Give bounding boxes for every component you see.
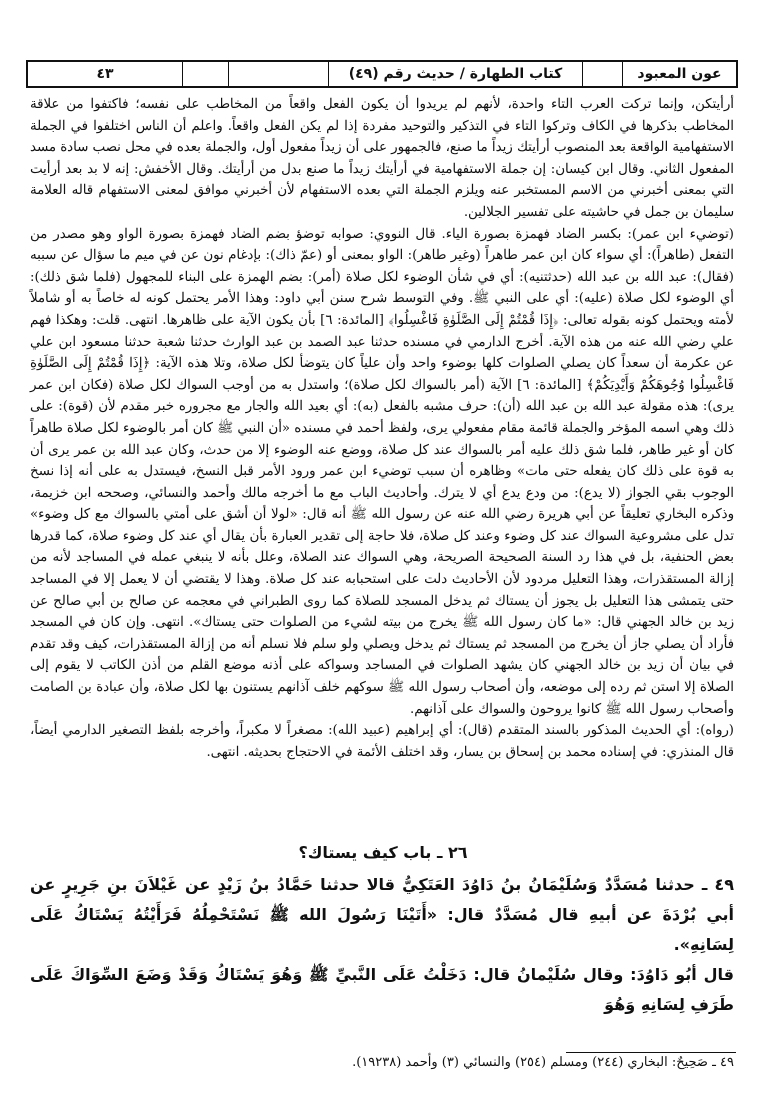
- chapter-heading: ٢٦ ـ باب كيف يستاك؟: [298, 843, 468, 862]
- footnote: ٤٩ ـ صَحِيحٌ: البخاري (٢٤٤) ومسلم (٢٥٤) والنسائي (٣) وأحمد (١٩٢٣٨).: [352, 1055, 734, 1070]
- paragraph: (توضيء ابن عمر): بكسر الضاد فهمزة بصورة الياء. قال النووي: صوابه توضؤ بضم الضاد فهمزة بصورة الواو وهو مصدر من التفعل (طاهراً): أي سواء كان ابن عمر طاهراً (وغير طاهر): الواو بمعنى أو (عمّ ذاك): بإدغام نون عن في ميم ما سؤال عن سببه (فقال): عبد الله بن عبد الله (حدثتنيه): أي في شأن الوضوء لكل صلاة (أمر): بضم الهمزة على البناء للمجهول (فلما شق ذلك): أي الوضوء لكل صلاة (عليه): أي على النبي ﷺ. وفي التوسط شرح سنن أبي داود: وهذا الأمر يحتمل كونه له خاصاً به أو شاملاً لأمته ويحتمل كونه بقوله تعالى: ﴿إِذَا قُمْتُمْ إِلَى الصَّلَوٰةِ فَاغْسِلُوا﴾ [المائدة: ٦] بأن يكون الآية على ظاهرها. انتهى. قلت: وهكذا فهم علي رضي الله عنه من هذه الآية. أخرج الدارمي في مسنده حدثنا عبد الصمد بن عبد الوارث حدثنا شعبة حدثنا مسعود ابن علي عن عكرمة أن سعداً كان يصلي الصلوات كلها بوضوء واحد وأن علياً كان يتوضأ لكل صلاة، وتلا هذه الآية: ﴿إِذَا قُمْتُمْ إِلَى الصَّلَوٰةِ فَاغْسِلُوا وُجُوهَكُمْ وَأَيْدِيَكُمْ﴾ [المائدة: ٦] الآية (أمر بالسواك لكل صلاة)؛ واستدل به من أوجب السواك لكل صلاة (فكان ابن عمر يرى): هذه مقولة عبد الله بن عبد الله (أن): حرف مشبه بالفعل (به): أي بعيد الله والجار مع مجروره خبر مقدم لأن (قوة): على ذلك وهي اسمه المؤخر والجملة قائمة مقام مفعولي يرى، ولفظ أحمد في مسنده «أن النبي ﷺ كان أمر بالوضوء لكل صلاة طاهراً كان أو غير طاهر، فلما شق ذلك عليه أمر بالسواك عند كل صلاة، ووضع عنه الوضوء إلا من حدث، وكان عبد الله بن عمر يرى أن به قوة على ذلك كان يفعله حتى مات» وظاهره أن سبب توضيء ابن عمر ورود الأمر قبل النسخ، فيستدل به على أنه إذا نسخ الوجوب بقي الجواز (لا يدع): من ودع يدع أي لا يترك. وأحاديث الباب مع ما أخرجه مالك وأحمد والنسائي، وصححه ابن خزيمة، وذكره البخاري تعليقاً عن أبي هريرة رضي الله عنه عن رسول الله ﷺ أنه قال: «لولا أن أشق على أمتي بالسواك مع كل وضوء» تدل على مشروعية السواك عند كل وضوء وعند كل صلاة، فلا حاجة إلى تقدير العبارة بأن يقال أي عند كل وضوء صلاة، كما قدرها بعض الحنفية، بل في هذا رد السنة الصحيحة الصريحة، وهي السواك عند الصلاة، وعلل بأنه لا ينبغي عمله في المساجد لأنه من إزالة المستقذرات، وهذا التعليل مردود لأن الأحاديث دلت على استحبابه عند كل صلاة. وهذا لا يقتضي أن لا يعمل إلا في المساجد حتى يتمشى هذا التعليل بل يجوز أن يستاك ثم يدخل المسجد للصلاة كما روى الطبراني في معجمه عن صالح بن أبي صالح عن زيد بن خالد الجهني قال: «ما كان رسول الله ﷺ يخرج من بيته لشيء من الصلوات حتى يستاك». انتهى. وإن كان في المسجد فأراد أن يصلي جاز أن يخرج من المسجد ثم يستاك ثم يدخل ويصلي ولو سلم فلا نسلم أنه من إزالة المستقذرات، كيف وقد تقدم في بيان أن زيد بن خالد الجهني كان يشهد الصلوات في المساجد وسواكه على أذنه موضع القلم من أذن الكاتب لا يقوم إلى الصلاة إلا استن ثم رده إلى موضعه، وأن أصحاب رسول الله ﷺ سوكهم خلف آذانهم يستنون بها لكل صلاة، وأن عبادة بن الصامت وأصحاب رسول الله ﷺ كانوا يروحون والسواك على آذانهم.: [29, 226, 734, 717]
- header-empty-cell: [182, 62, 228, 86]
- paragraph: (رواه): أي الحديث المذكور بالسند المتقدم (قال): أي إبراهيم (عبيد الله): مصغراً لا مكبراً، وأخرجه بلفظ التصغير الدارمي أيضاً، قال المنذري: في إسناده محمد بن إسحاق بن يسار، وقد اختلف الأئمة في الاحتجاج بحديثه. انتهى.: [30, 723, 734, 760]
- hadith-text: [30, 870, 734, 1020]
- commentary-text: [30, 94, 734, 763]
- page-number: ٤٣: [96, 66, 114, 82]
- header-empty-cell: [228, 62, 328, 86]
- hadith-continuation: قال أبُو دَاوُدَ: وقال سُلَيْمانُ قال: دَخَلْتُ عَلَى النَّبيِّ ﷺ وَهُوَ يَسْتَاكُ وَقَدْ وَضَعَ السِّوَاكَ عَلَى طَرَفِ لِسَانِهِ وَهُوَ: [30, 965, 734, 1014]
- hadith-isnad: ٤٩ ـ حدثنا مُسَدَّدٌ وَسُلَيْمَانُ بنُ دَاوُدَ العَتَكِيُّ قالا حدثنا حَمَّادُ بنُ زَيْدٍ عن غَيْلاَنَ بنِ جَرِيرٍ عن أبي بُرْدَةَ عن أبيهِ قال مُسَدَّدٌ قال: «أَتَيْنَا رَسُولَ الله ﷺ نَسْتَحْمِلُهُ فَرَأَيْتُهُ يَسْتَاكُ عَلَى لِسَانِهِ».: [30, 875, 734, 954]
- page-header: [26, 60, 738, 88]
- paragraph: أرأيتكن، وإنما تركت العرب التاء واحدة، لأنهم لم يريدوا أن يكون الفعل واقعاً من المخاطب على نفسه؛ فاكتفوا من علاقة المخاطب بذكرها في الكاف وتركوا التاء في التذكير والتوحيد مفردة إذا لم يكن الفعل واقعاً. واعلم أن الناس اختلفوا في الجملة الاستفهامية الواقعة بعد المنصوب أرأيتك زيداً ما صنع، فالجمهور على أن زيداً مفعول أول، والجملة بعده في محل نصب سادة مسد المفعول الثاني. وقال ابن كيسان: إن جملة الاستفهامية في أرأيتك زيداً ما صنع بدل من أرأيتك. وقال الأخفش: إنه لا بد بعد أرأيت التي بمعنى أخبرني من الاسم المستخبر عنه ويلزم الجملة التي بعده الاستفهام لأن أخبرني موافق لمعنى الاستفهام قاله العلامة سليمان بن جمل في حاشيته على تفسير الجلالين.: [30, 97, 734, 220]
- header-empty-cell: [582, 62, 622, 86]
- chapter-title: كتاب الطهارة / حديث رقم (٤٩): [328, 62, 582, 86]
- book-title: عون المعبود: [622, 62, 736, 86]
